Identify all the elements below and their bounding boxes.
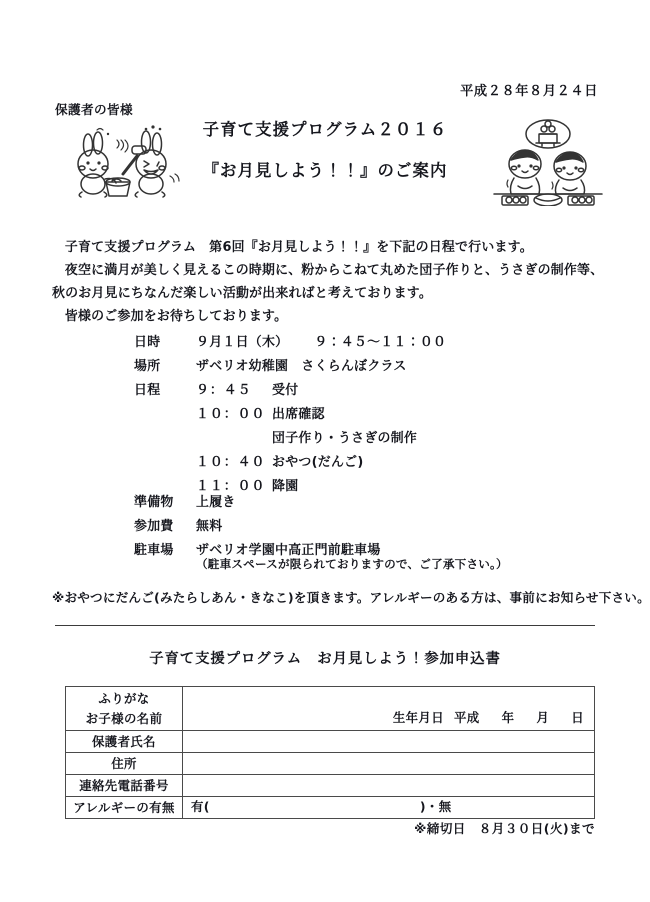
detail-label-fee: 参加費 (134, 519, 174, 534)
allergy-choice-group[interactable] (191, 797, 452, 815)
detail-value-time: ９：４５～１１：００ (314, 335, 447, 350)
detail-value-parking: ザベリオ学園中高正門前駐車場 (196, 543, 381, 558)
detail-row-items (134, 491, 381, 515)
form-title: 子育て支援プログラム お月見しよう！参加申込書 (149, 651, 501, 667)
form-field-address[interactable] (183, 753, 595, 775)
schedule-row (196, 427, 417, 451)
table-row (66, 687, 595, 731)
detail-label-parking: 駐車場 (134, 543, 174, 558)
intro-line-3: 皆様のご参加をお待ちしております。 (64, 309, 288, 324)
form-field-allergy[interactable] (183, 797, 595, 819)
detail-row-datetime (134, 331, 446, 355)
detail-label-items: 準備物 (134, 495, 174, 510)
form-label-allergy: アレルギーの有無 (66, 797, 183, 819)
birth-era: 平成 (454, 710, 480, 725)
application-form-table (65, 686, 595, 819)
detail-value-items: 上履き (196, 495, 236, 510)
parking-note: （駐車スペースが限られておりますので、ご了承下さい。） (196, 557, 508, 571)
schedule-activity: 出席確認 (272, 407, 325, 422)
deadline-note: ※締切日 ８月３０日(火)まで (414, 821, 595, 836)
detail-label-datetime: 日時 (134, 335, 161, 350)
form-label-furigana: ふりがな (98, 690, 150, 706)
birthdate-group (393, 708, 584, 726)
detail-row-place (134, 355, 446, 379)
form-label-name: お子様の名前 (85, 710, 163, 726)
schedule-time: １１：００ (196, 479, 266, 494)
table-row (66, 797, 595, 819)
allergy-note: ※おやつにだんご(みたらしあん・きなこ)を頂きます。アレルギーのある方は、事前にお知らせ下さい。 (52, 590, 650, 605)
schedule-activity: おやつ(だんご) (272, 455, 364, 470)
page-title: 子育て支援プログラム２０１６ (202, 120, 448, 139)
allergy-yes-label: 有( (191, 799, 210, 814)
page-subtitle: 『お月見しよう！！』のご案内 (202, 161, 448, 181)
birth-day: 日 (571, 710, 584, 725)
form-field-phone[interactable] (183, 775, 595, 797)
schedule-list (196, 379, 417, 499)
schedule-time: １０：４０ (196, 455, 266, 470)
schedule-activity: 降園 (272, 479, 299, 494)
detail-value-place: ザベリオ幼稚園 さくらんぼクラス (196, 359, 407, 374)
form-field-guardian-name[interactable] (183, 731, 595, 753)
intro-line-2: 夜空に満月が美しく見えるこの時期に、粉からこねて丸めた団子作りと、うさぎの制作等、秋のお月見にちなんだ楽しい活動が出来ればと考えております。 (52, 263, 604, 301)
form-label-phone: 連絡先電話番号 (66, 775, 183, 797)
detail-label-schedule: 日程 (134, 383, 161, 398)
document-date: 平成２８年８月２４日 (460, 84, 598, 99)
section-divider (55, 625, 595, 626)
schedule-activity: 団子作り・うさぎの制作 (272, 431, 418, 446)
birth-month: 月 (536, 710, 550, 725)
intro-line-1: 子育て支援プログラム 第6回『お月見しよう！！』を下記の日程で行います。 (64, 240, 533, 255)
schedule-row (196, 451, 417, 475)
event-details-secondary (134, 491, 381, 563)
detail-row-fee (134, 515, 381, 539)
schedule-time: ９：４５ (196, 383, 252, 398)
children-with-dango-icon (492, 118, 604, 210)
detail-value-fee: 無料 (196, 519, 223, 534)
detail-value-datetime: ９月１日（木） ９：４５～１１：００ (196, 335, 447, 350)
detail-label-place: 場所 (134, 359, 161, 374)
mochi-pounding-rabbits-icon (62, 124, 182, 206)
form-label-child-name (66, 687, 183, 731)
form-label-address: 住所 (66, 753, 183, 775)
table-row (66, 753, 595, 775)
addressee-line: 保護者の皆様 (55, 102, 133, 117)
intro-paragraphs (52, 236, 604, 328)
table-row (66, 731, 595, 753)
form-field-child-name[interactable] (183, 687, 595, 731)
table-row (66, 775, 595, 797)
schedule-row (196, 379, 417, 403)
form-label-guardian-name: 保護者氏名 (66, 731, 183, 753)
birth-label: 生年月日 (392, 710, 445, 725)
schedule-activity: 受付 (272, 383, 299, 398)
schedule-time: １０：００ (196, 407, 266, 422)
schedule-row (196, 403, 417, 427)
birth-year: 年 (501, 710, 515, 725)
allergy-no-label: )・無 (419, 799, 452, 814)
